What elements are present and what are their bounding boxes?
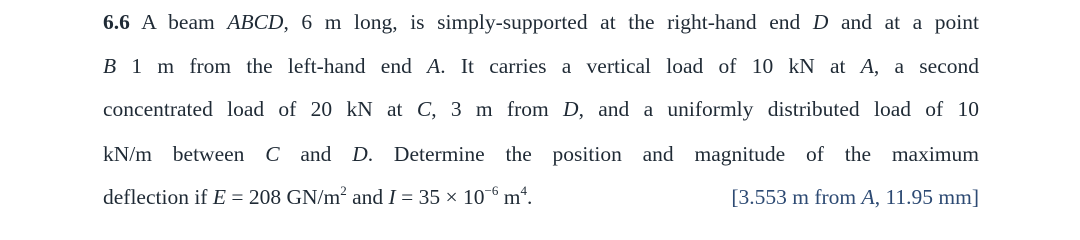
problem-line-5 bbox=[103, 184, 979, 210]
point-label: C bbox=[265, 142, 280, 166]
beam-label: ABCD bbox=[227, 10, 284, 34]
point-label: A bbox=[427, 54, 441, 78]
point-label: D bbox=[563, 97, 579, 121]
problem-number: 6.6 bbox=[103, 10, 130, 34]
exponent: 2 bbox=[340, 183, 347, 198]
problem-line-1 bbox=[103, 9, 979, 35]
text-segment: and at a point bbox=[828, 10, 979, 34]
exponent: 4 bbox=[520, 183, 527, 198]
point-label: B bbox=[103, 54, 117, 78]
text-segment: . bbox=[526, 185, 533, 209]
answer bbox=[731, 184, 979, 210]
text-segment: concentrated load of 20 kN at bbox=[103, 97, 417, 121]
text-segment: = 35 × 10 bbox=[395, 185, 485, 209]
text-segment: , 6 m long, is simply-supported at the right-hand end bbox=[283, 10, 813, 34]
text-segment: , 11.95 mm] bbox=[874, 185, 979, 209]
modulus-symbol: E bbox=[212, 185, 226, 209]
point-label: C bbox=[416, 97, 432, 121]
text-segment: [3.553 m from bbox=[731, 185, 862, 209]
text-segment: = 208 GN/m bbox=[225, 185, 341, 209]
text-segment: . Determine the position and magnitude of the maximum bbox=[367, 142, 980, 166]
text-segment: and bbox=[346, 185, 389, 209]
exponent: −6 bbox=[484, 183, 499, 198]
point-label: D bbox=[812, 10, 829, 34]
text-segment: 1 m from the left-hand end bbox=[116, 54, 428, 78]
inertia-symbol: I bbox=[388, 185, 396, 209]
point-label: D bbox=[352, 142, 368, 166]
text-segment: m bbox=[498, 185, 521, 209]
text-segment: A beam bbox=[129, 10, 228, 34]
text-segment: , and a uniformly distributed load of 10 bbox=[578, 97, 979, 121]
text-segment: , a second bbox=[873, 54, 979, 78]
problem-line-4 bbox=[103, 141, 979, 167]
problem-line-2 bbox=[103, 53, 979, 79]
text-segment: deflection if bbox=[103, 185, 213, 209]
text-segment: kN/m between bbox=[103, 142, 266, 166]
point-label: A bbox=[861, 185, 875, 209]
problem-line-3 bbox=[103, 96, 979, 122]
text-segment: . It carries a vertical load of 10 kN at bbox=[440, 54, 861, 78]
text-segment: , 3 m from bbox=[431, 97, 564, 121]
text-segment: and bbox=[279, 142, 353, 166]
point-label: A bbox=[860, 54, 874, 78]
